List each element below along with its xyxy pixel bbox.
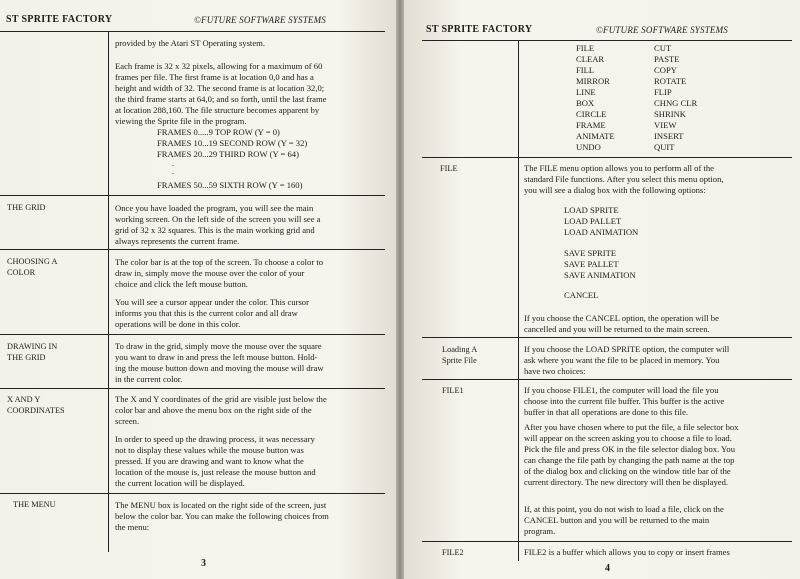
text-line: informs you that this is the current color and all draw bbox=[115, 307, 298, 318]
text-line: height and width of 32. The second frame is at location 32,0; bbox=[115, 82, 325, 93]
text-line: provided by the Atari ST Operating system. bbox=[115, 38, 265, 48]
header-title: ST SPRITE FACTORY bbox=[6, 14, 113, 25]
text-line: standard File functions. After you select this menu option, bbox=[524, 173, 724, 184]
text-line: current directory. The new directory will then be displayed. bbox=[524, 476, 729, 487]
menu-item-chng-clr: CHNG CLR bbox=[654, 98, 698, 108]
cancel-load-paragraph bbox=[524, 504, 724, 537]
text-line: you will see a dialog box with the following options: bbox=[524, 184, 706, 195]
menu-item-insert: INSERT bbox=[654, 131, 684, 141]
speed-paragraph bbox=[115, 434, 316, 489]
text-line: If you choose FILE1, the computer will load the file you bbox=[524, 385, 719, 395]
text-line: Each frame is 32 x 32 pixels, allowing for a maximum of 60 bbox=[115, 61, 323, 71]
text-line: In order to speed up the drawing process, it was necessary bbox=[115, 434, 315, 444]
text-line: can change the file path by changing the path name at the top bbox=[524, 454, 735, 465]
column-rule bbox=[518, 41, 519, 561]
menu-item-copy: COPY bbox=[654, 65, 677, 75]
heading-line: THE MENU bbox=[13, 500, 56, 509]
menu-item-frame: FRAME bbox=[576, 120, 606, 130]
text-line: have two choices: bbox=[524, 365, 586, 376]
frame-row: FRAMES 20...29 THIRD ROW (Y = 64) bbox=[157, 148, 299, 159]
text-line: The MENU box is located on the right side of the screen, just bbox=[115, 500, 327, 510]
menu-item-paste: PASTE bbox=[654, 54, 680, 64]
text-line: in the current color. bbox=[115, 373, 183, 384]
coordinates-paragraph bbox=[115, 394, 327, 427]
section-rule bbox=[0, 334, 385, 335]
text-line: cancelled and you will be returned to the main screen. bbox=[524, 323, 710, 334]
text-line: below the color bar. You can make the following choices from bbox=[115, 510, 329, 521]
text-line: You will see a cursor appear under the color. This cursor bbox=[115, 297, 309, 307]
menu-item-circle: CIRCLE bbox=[576, 109, 607, 119]
text-line: you want to draw in and press the left mouse button. Hold- bbox=[115, 351, 318, 362]
file-selector-paragraph bbox=[524, 422, 739, 487]
heading-line: CHOOSING A bbox=[7, 257, 58, 266]
text-line: the current location will be displayed. bbox=[115, 477, 245, 488]
text-line: the menu: bbox=[115, 521, 150, 532]
side-heading-x-and-y-coordinates bbox=[7, 395, 65, 416]
text-line: Pick the file and press OK in the file selector dialog box. You bbox=[524, 443, 735, 454]
menu-item-mirror: MIRROR bbox=[576, 76, 610, 86]
option-load-pallet: LOAD PALLET bbox=[564, 215, 622, 226]
menu-item-view: VIEW bbox=[654, 120, 677, 130]
menu-item-rotate: ROTATE bbox=[654, 76, 687, 86]
text-line: choose into the current file buffer. This buffer is the active bbox=[524, 395, 725, 406]
frame-rows bbox=[157, 127, 307, 160]
loading-paragraph bbox=[524, 344, 729, 377]
text-line: CANCEL button and you will be returned to the main bbox=[524, 514, 710, 525]
text-line: operations will be done in this color. bbox=[115, 318, 241, 329]
heading-line: FILE bbox=[440, 164, 458, 173]
side-heading-file1 bbox=[442, 386, 464, 397]
text-line: color bar and above the menu box on the right side of the bbox=[115, 404, 312, 415]
option-save-pallet: SAVE PALLET bbox=[564, 258, 619, 269]
text-line: viewing the Sprite file in the program. bbox=[115, 115, 247, 126]
option-save-animation: SAVE ANIMATION bbox=[564, 269, 636, 280]
text-line: To draw in the grid, simply move the mouse over the square bbox=[115, 341, 322, 351]
side-heading-the-menu bbox=[13, 500, 56, 511]
text-line: working screen. On the left side of the screen you will see a bbox=[115, 213, 321, 224]
file-paragraph bbox=[524, 163, 724, 196]
heading-line: X AND Y bbox=[7, 395, 41, 404]
menu-item-flip: FLIP bbox=[654, 87, 672, 97]
text-line: If, at this point, you do not wish to load a file, click on the bbox=[524, 504, 724, 514]
section-rule bbox=[422, 541, 792, 542]
text-line: If you choose the LOAD SPRITE option, the computer will bbox=[524, 344, 730, 354]
side-heading-file2 bbox=[442, 548, 464, 559]
text-line: the third frame starts at 64,0; and so forth, until the last frame bbox=[115, 93, 327, 104]
text-line: frames per file. The first frame is at location 0,0 and has a bbox=[115, 71, 314, 82]
menu-item-file: FILE bbox=[576, 43, 595, 53]
menu-item-cut: CUT bbox=[654, 43, 672, 53]
heading-line: Sprite File bbox=[442, 355, 477, 365]
file2-paragraph bbox=[524, 547, 730, 558]
menu-item-clear: CLEAR bbox=[576, 54, 605, 64]
frame-row: FRAMES 50...59 SIXTH ROW (Y = 160) bbox=[157, 180, 303, 190]
text-line: ask where you want the file to be placed in memory. You bbox=[524, 354, 720, 365]
heading-line: THE GRID bbox=[7, 352, 46, 362]
text-line: Once you have loaded the program, you will see the main bbox=[115, 203, 314, 213]
text-line: location of the mouse is, just release the mouse button and bbox=[115, 466, 316, 477]
frame-row: FRAMES 10...19 SECOND ROW (Y = 32) bbox=[157, 137, 308, 148]
text-line: will appear on the screen asking you to choose a file to load. bbox=[524, 432, 732, 443]
heading-line: FILE2 bbox=[442, 548, 464, 557]
intro-text bbox=[115, 38, 265, 49]
text-line: The FILE menu option allows you to perform all of the bbox=[524, 163, 714, 173]
option-load-animation: LOAD ANIMATION bbox=[564, 226, 639, 237]
load-options bbox=[564, 205, 638, 238]
text-line: After you have chosen where to put the file, a file selector box bbox=[524, 422, 739, 432]
text-line: FILE2 is a buffer which allows you to copy or insert frames bbox=[524, 547, 730, 557]
section-rule bbox=[422, 157, 792, 158]
section-rule bbox=[422, 337, 792, 338]
menu-item-fill: FILL bbox=[576, 65, 595, 75]
page-number: 3 bbox=[201, 558, 206, 569]
text-line: ing the mouse button down and moving the mouse will draw bbox=[115, 362, 324, 373]
header-title: ST SPRITE FACTORY bbox=[426, 24, 533, 35]
frame-row: FRAMES 0.....9 TOP ROW (Y = 0) bbox=[157, 127, 280, 137]
option-load-sprite: LOAD SPRITE bbox=[564, 205, 619, 215]
heading-line: Loading A bbox=[442, 345, 478, 354]
cursor-paragraph bbox=[115, 297, 309, 330]
frame-ellipsis bbox=[172, 159, 174, 175]
menu-paragraph bbox=[115, 500, 329, 533]
menu-item-box: BOX bbox=[576, 98, 595, 108]
side-heading-file bbox=[440, 164, 458, 175]
section-rule bbox=[108, 195, 385, 196]
right-page bbox=[404, 0, 800, 579]
heading-line: FILE1 bbox=[442, 386, 464, 395]
menu-item-quit: QUIT bbox=[654, 142, 675, 152]
save-options bbox=[564, 248, 636, 281]
text-line: draw in, simply move the mouse over the color of your bbox=[115, 267, 305, 278]
cancel-option bbox=[564, 290, 598, 301]
text-line: program. bbox=[524, 525, 556, 536]
option-cancel: CANCEL bbox=[564, 290, 599, 300]
menu-item-shrink: SHRINK bbox=[654, 109, 686, 119]
side-heading-loading-a-sprite-file bbox=[442, 345, 477, 366]
text-line: screen. bbox=[115, 415, 140, 426]
header-publisher: ©FUTURE SOFTWARE SYSTEMS bbox=[194, 15, 327, 25]
text-line: not to display these values while the mouse button was bbox=[115, 444, 304, 455]
text-line: always represents the current frame. bbox=[115, 235, 240, 246]
text-line: The color bar is at the top of the screen. To choose a color to bbox=[115, 257, 324, 267]
header-rule bbox=[0, 31, 385, 32]
frame-dot: . bbox=[172, 166, 175, 176]
menu-item-undo: UNDO bbox=[576, 142, 601, 152]
heading-line: COORDINATES bbox=[7, 405, 65, 415]
text-line: choice and click the left mouse button. bbox=[115, 278, 248, 289]
choosing-color-paragraph bbox=[115, 257, 323, 290]
header-publisher: ©FUTURE SOFTWARE SYSTEMS bbox=[596, 25, 729, 35]
section-rule bbox=[0, 388, 385, 389]
frame-last-row bbox=[157, 180, 302, 191]
book-gutter bbox=[396, 0, 404, 579]
text-line: of the dialog box and clicking on the window title bar of the bbox=[524, 465, 731, 476]
left-page bbox=[0, 0, 396, 579]
section-rule bbox=[0, 195, 108, 196]
text-line: buffer in that all operations are done to this file. bbox=[524, 406, 689, 417]
page-number: 4 bbox=[605, 563, 610, 574]
option-save-sprite: SAVE SPRITE bbox=[564, 248, 617, 258]
section-rule bbox=[422, 379, 792, 380]
side-heading-drawing-in-the-grid bbox=[7, 342, 57, 363]
column-rule bbox=[108, 32, 109, 552]
file1-paragraph bbox=[524, 385, 724, 418]
heading-line: DRAWING IN bbox=[7, 342, 58, 351]
text-line: at location 288,160. The file structure becomes apparent by bbox=[115, 104, 320, 115]
text-line: The X and Y coordinates of the grid are visible just below the bbox=[115, 394, 327, 404]
drawing-paragraph bbox=[115, 341, 324, 385]
text-line: grid of 32 x 32 squares. This is the main working grid and bbox=[115, 224, 315, 235]
cancel-paragraph bbox=[524, 313, 719, 335]
heading-line: THE GRID bbox=[7, 203, 46, 212]
text-line: If you choose the CANCEL option, the operation will be bbox=[524, 313, 719, 323]
menu-item-animate: ANIMATE bbox=[576, 131, 615, 141]
text-line: pressed. If you are drawing and want to know what the bbox=[115, 455, 304, 466]
frames-paragraph bbox=[115, 61, 326, 126]
side-heading-the-grid bbox=[7, 203, 45, 214]
the-grid-paragraph bbox=[115, 203, 320, 247]
heading-line: COLOR bbox=[7, 267, 36, 277]
menu-item-line: LINE bbox=[576, 87, 596, 97]
frame-dot: . bbox=[172, 158, 175, 168]
header-rule bbox=[422, 40, 792, 41]
section-rule bbox=[0, 493, 385, 494]
section-rule bbox=[0, 249, 385, 250]
side-heading-choosing-a-color bbox=[7, 257, 57, 278]
